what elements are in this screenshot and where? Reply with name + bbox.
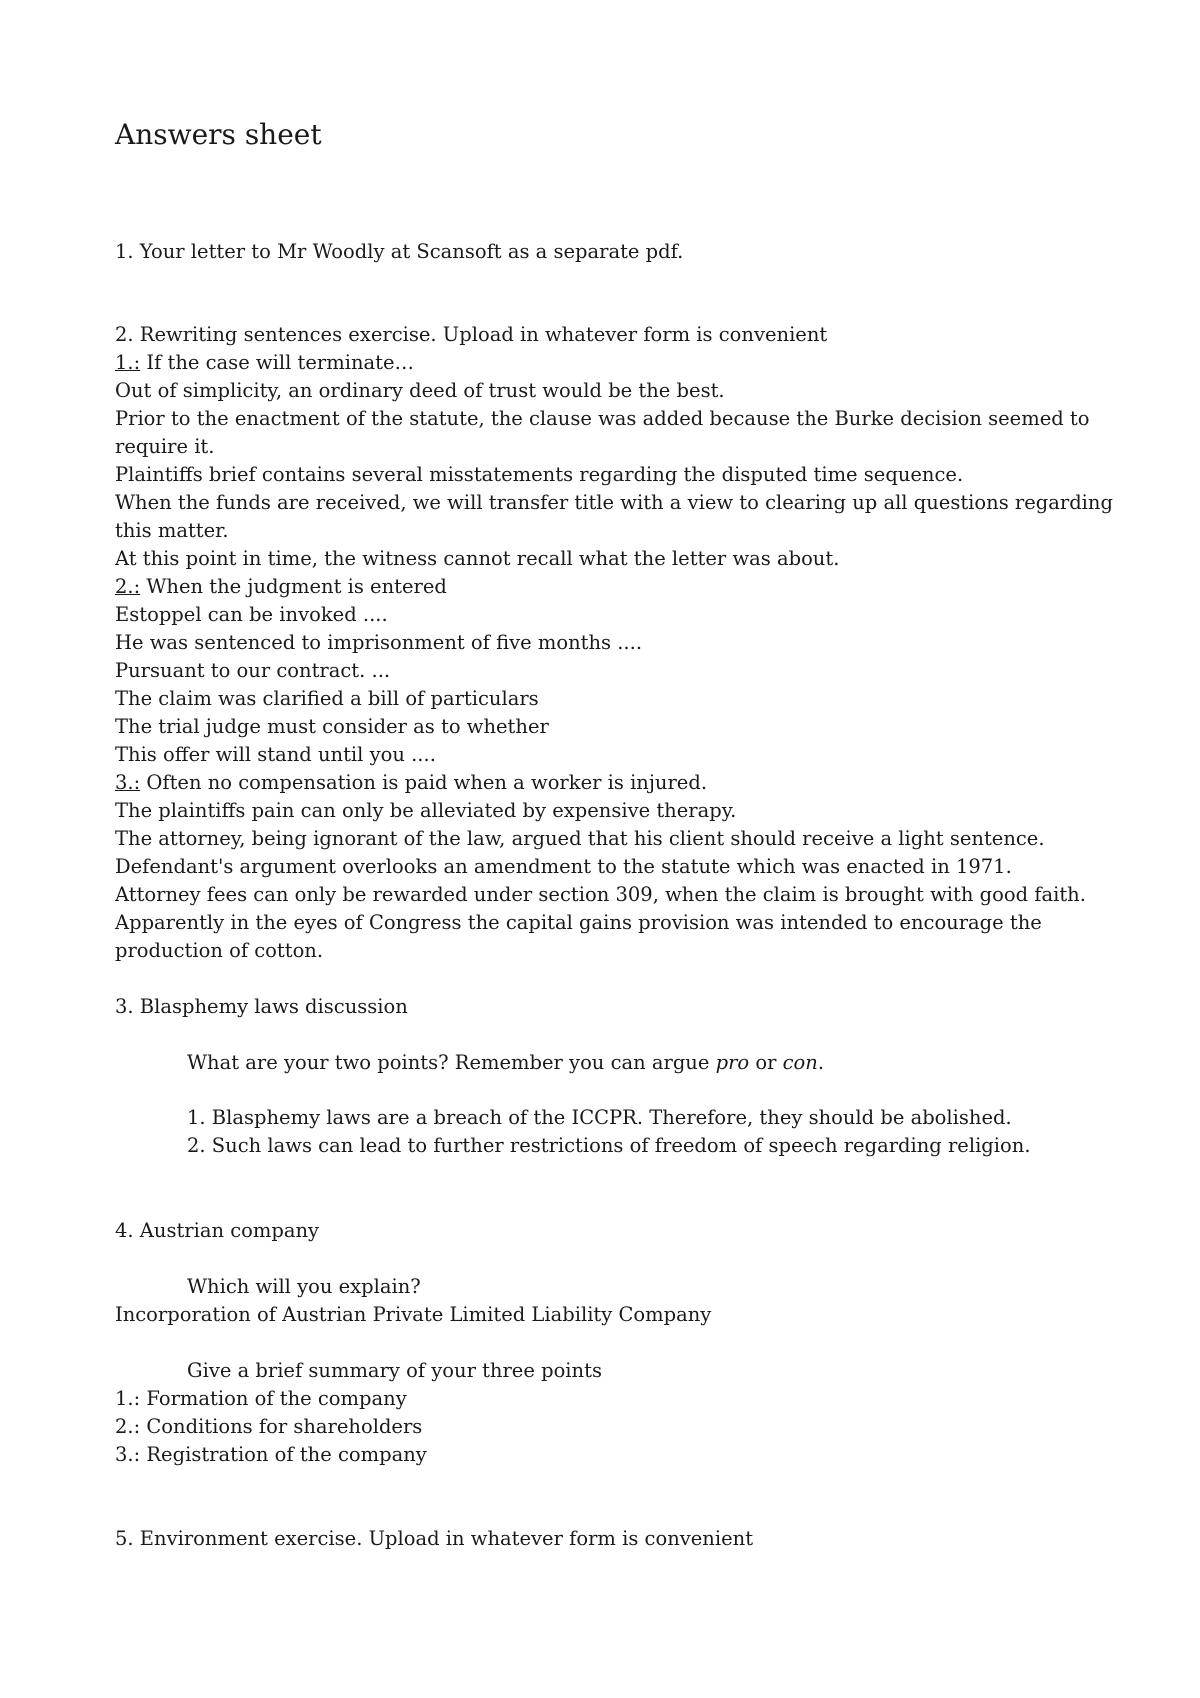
part-1-line: require it. — [115, 435, 215, 458]
part-2-label: 2.: — [115, 575, 141, 598]
item-3-heading: 3. Blasphemy laws discussion — [115, 995, 408, 1018]
part-3-first-line — [115, 769, 707, 797]
part-2-line: This offer will stand until you .... — [115, 743, 436, 766]
part-1-line: At this point in time, the witness cannot recall what the letter was about. — [115, 547, 840, 570]
item-4-heading: 4. Austrian company — [115, 1219, 320, 1242]
part-3-first-text: Often no compensation is paid when a worker is injured. — [140, 771, 708, 794]
part-3-line: Defendant's argument overlooks an amendment to the statute which was enacted in 1971. — [115, 855, 1012, 878]
item-4-question-2: Give a brief summary of your three points — [187, 1359, 602, 1382]
item-3-point: 2. Such laws can lead to further restrictions of freedom of speech regarding religion. — [187, 1134, 1031, 1157]
part-3-line: The plaintiffs pain can only be alleviated by expensive therapy. — [115, 799, 737, 822]
part-3-line: production of cotton. — [115, 939, 324, 962]
item-4-answer-1: Incorporation of Austrian Private Limited Liability Company — [115, 1303, 712, 1326]
item-3-point: 1. Blasphemy laws are a breach of the ICCPR. Therefore, they should be abolished. — [187, 1106, 1012, 1129]
con-word: con — [782, 1051, 818, 1074]
part-2-line: The trial judge must consider as to whether — [115, 715, 549, 738]
part-1-line: When the funds are received, we will transfer title with a view to clearing up all questions regarding — [115, 491, 1113, 514]
item-4-point: 1.: Formation of the company — [115, 1387, 407, 1410]
part-3-line: Attorney fees can only be rewarded under section 309, when the claim is brought with good faith. — [115, 883, 1086, 906]
part-3-label: 3.: — [115, 771, 141, 794]
part-1-first-text: If the case will terminate… — [140, 351, 415, 374]
item-2-heading: 2. Rewriting sentences exercise. Upload in whatever form is convenient — [115, 323, 828, 346]
part-1-first-line — [115, 349, 414, 377]
item-1: 1. Your letter to Mr Woodly at Scansoft as a separate pdf. — [115, 240, 684, 263]
question-end: . — [817, 1051, 825, 1074]
part-2-line: Estoppel can be invoked .... — [115, 603, 388, 626]
part-1-line: this matter. — [115, 519, 229, 542]
part-3-line: The attorney, being ignorant of the law, argued that his client should receive a light sentence. — [115, 827, 1045, 850]
part-1-line: Out of simplicity, an ordinary deed of trust would be the best. — [115, 379, 725, 402]
question-text: What are your two points? Remember you can argue — [187, 1051, 716, 1074]
pro-word: pro — [715, 1051, 750, 1074]
part-2-first-text: When the judgment is entered — [140, 575, 447, 598]
part-1-label: 1.: — [115, 351, 141, 374]
item-5: 5. Environment exercise. Upload in whatever form is convenient — [115, 1527, 754, 1550]
part-2-first-line — [115, 573, 447, 601]
part-1-line: Prior to the enactment of the statute, the clause was added because the Burke decision seemed to — [115, 407, 1090, 430]
part-2-line: He was sentenced to imprisonment of five months .... — [115, 631, 643, 654]
or-word: or — [749, 1051, 783, 1074]
item-4-question-1: Which will you explain? — [187, 1275, 421, 1298]
part-3-line: Apparently in the eyes of Congress the capital gains provision was intended to encourage the — [115, 911, 1042, 934]
part-2-line: The claim was clarified a bill of particulars — [115, 687, 539, 710]
item-4-point: 3.: Registration of the company — [115, 1443, 427, 1466]
item-3-question — [187, 1049, 824, 1077]
page-title: Answers sheet — [115, 118, 322, 151]
item-4-point: 2.: Conditions for shareholders — [115, 1415, 423, 1438]
part-1-line: Plaintiffs brief contains several misstatements regarding the disputed time sequence. — [115, 463, 964, 486]
part-2-line: Pursuant to our contract. ... — [115, 659, 391, 682]
